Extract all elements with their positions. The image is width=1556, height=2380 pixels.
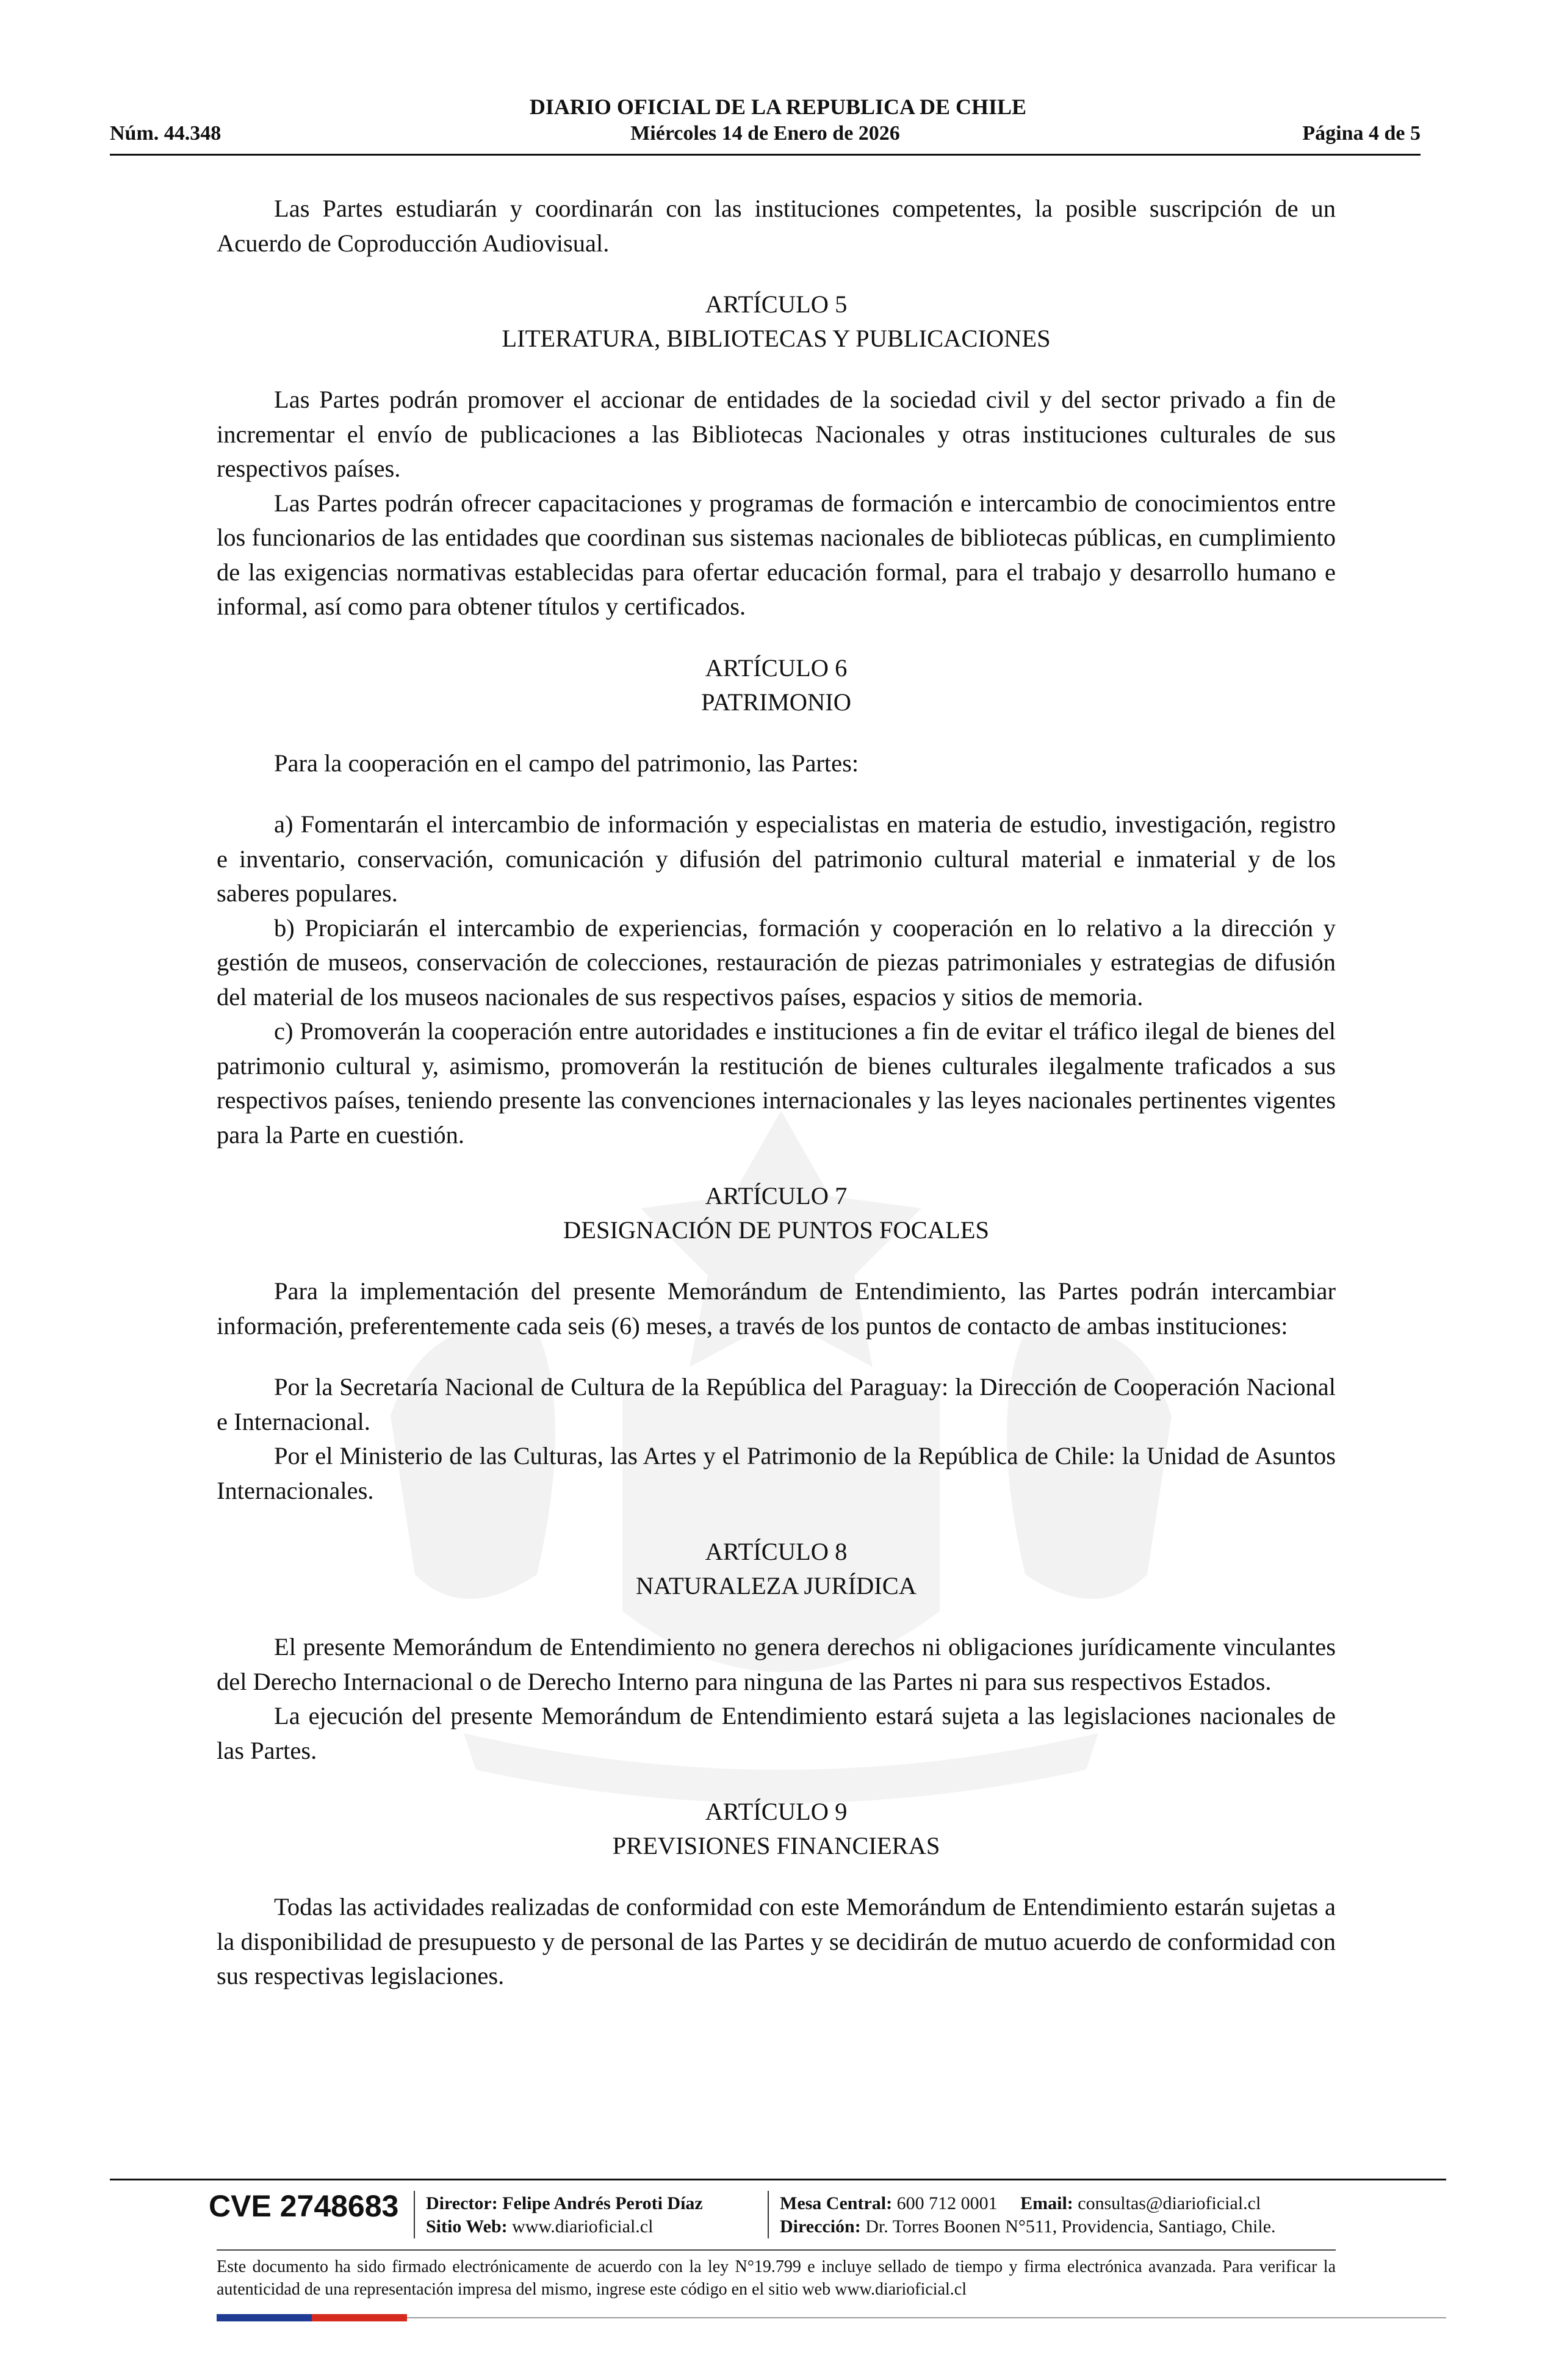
article-9-paragraph-1: Todas las actividades realizadas de conformidad con este Memorándum de Entendimiento estarán sujetas a la disponibilidad de presupuesto y de personal de las Partes y se decidirán de mutuo acuerdo de conformidad con sus respectivas legislaciones. (217, 1893, 1336, 1989)
email-link[interactable]: consultas@diarioficial.cl (1078, 2193, 1261, 2213)
flag-bar-blue (217, 2314, 312, 2321)
page-number: Página 4 de 5 (1302, 122, 1421, 145)
email-label: Email: (1020, 2193, 1073, 2213)
article-8-paragraph-2: La ejecución del presente Memorándum de Entendimiento estará sujeta a las legislaciones nacionales de las Partes. (217, 1702, 1336, 1764)
legal-notice: Este documento ha sido firmado electrónicamente de acuerdo con la ley N°19.799 e incluye sellado de tiempo y firma electrónica avanzada. Para verificar la autenticidad de una representación impresa del mismo, ingrese este código en el sitio web www.diarioficial.cl (217, 2257, 1336, 2299)
director-label: Director: Felipe Andrés Peroti Díaz (426, 2193, 703, 2213)
article-7-title: DESIGNACIÓN DE PUNTOS FOCALES (563, 1216, 989, 1244)
article-7-paragraph-1: Para la implementación del presente Memorándum de Entendimiento, las Partes podrán intercambiar información, preferentemente cada seis (6) meses, a través de los puntos de contacto de ambas instituciones: (217, 1277, 1336, 1340)
intro-paragraph: Las Partes estudiarán y coordinarán con las instituciones competentes, la posible suscripción de un Acuerdo de Coproducción Audiovisual. (217, 195, 1336, 257)
article-5-heading (217, 287, 1336, 356)
address-value: Dr. Torres Boonen N°511, Providencia, Santiago, Chile. (865, 2216, 1276, 2237)
article-7-paragraph-3: Por el Ministerio de las Culturas, las Artes y el Patrimonio de la República de Chile: la Unidad de Asuntos Internacionales. (217, 1442, 1336, 1504)
mesa-label: Mesa Central: (780, 2193, 893, 2213)
mesa-value: 600 712 0001 (896, 2193, 998, 2213)
flag-color-bar (217, 2314, 407, 2321)
footer-separator (414, 2191, 415, 2238)
footer-divider-2 (217, 2249, 1336, 2251)
header-divider (110, 154, 1421, 156)
footer-separator-2 (768, 2191, 769, 2238)
issue-number: Núm. 44.348 (110, 122, 222, 145)
article-7-number: ARTÍCULO 7 (705, 1182, 848, 1210)
article-8-number: ARTÍCULO 8 (705, 1538, 848, 1565)
article-6-number: ARTÍCULO 6 (705, 654, 848, 682)
article-8-paragraph-1: El presente Memorándum de Entendimiento no genera derechos ni obligaciones jurídicamente vinculantes del Derecho Internacional o de Derecho Interno para ninguna de las Partes ni para sus respectivos Estados. (217, 1633, 1336, 1695)
article-9-number: ARTÍCULO 9 (705, 1798, 848, 1825)
article-7-heading (217, 1179, 1336, 1247)
address-label: Dirección: (780, 2216, 861, 2237)
article-6-heading (217, 651, 1336, 719)
newspaper-title: DIARIO OFICIAL DE LA REPUBLICA DE CHILE (529, 95, 1027, 119)
document-body (217, 192, 1336, 1994)
article-6-item-b: b) Propiciarán el intercambio de experiencias, formación y cooperación en lo relativo a la dirección y gestión de museos, conservación de colecciones, restauración de piezas patrimoniales y estrategias de difusión del material de los museos nacionales de sus respectivos países, espacios y sitios de memoria. (217, 914, 1336, 1011)
article-7-paragraph-2: Por la Secretaría Nacional de Cultura de la República del Paraguay: la Dirección de Cooperación Nacional e Internacional. (217, 1373, 1336, 1435)
footer-director-column (426, 2192, 703, 2238)
cve-code: CVE 2748683 (209, 2189, 399, 2223)
flag-bar-red (312, 2314, 407, 2321)
article-9-heading (217, 1795, 1336, 1863)
article-6-item-a: a) Fomentarán el intercambio de información y especialistas en materia de estudio, investigación, registro e inventario, conservación, comunicación y difusión del patrimonio cultural material e inmaterial y de los saberes populares. (217, 810, 1336, 907)
issue-date: Miércoles 14 de Enero de 2026 (630, 122, 900, 145)
footer-divider (110, 2179, 1446, 2180)
article-5-number: ARTÍCULO 5 (705, 290, 848, 318)
article-5-title: LITERATURA, BIBLIOTECAS Y PUBLICACIONES (502, 325, 1051, 352)
article-5-paragraph-2: Las Partes podrán ofrecer capacitaciones y programas de formación e intercambio de conocimientos entre los funcionarios de las entidades que coordinan sus sistemas nacionales de bibliotecas públicas, en cumplimiento de las exigencias normativas establecidas para ofertar educación formal, para el trabajo y desarrollo humano e informal, así como para obtener títulos y certificados. (217, 489, 1336, 620)
site-label: Sitio Web: (426, 2216, 508, 2237)
article-6-item-c: c) Promoverán la cooperación entre autoridades e instituciones a fin de evitar el tráfico ilegal de bienes del patrimonio cultural y, asimismo, promoverán la restitución de bienes culturales ilegalmente traficados a sus respectivos países, teniendo presente las convenciones internacionales y las leyes nacionales pertinentes vigentes para la Parte en cuestión. (217, 1017, 1336, 1149)
footer-contact-column (780, 2192, 1276, 2238)
article-6-intro: Para la cooperación en el campo del patrimonio, las Partes: (274, 749, 859, 777)
article-6-title: PATRIMONIO (701, 688, 852, 716)
article-5-paragraph-1: Las Partes podrán promover el accionar de entidades de la sociedad civil y del sector privado a fin de incrementar el envío de publicaciones a las Bibliotecas Nacionales y otras instituciones culturales de sus respectivos países. (217, 386, 1336, 482)
footer-bottom-rule (407, 2317, 1446, 2318)
header-row (110, 122, 1421, 149)
article-9-title: PREVISIONES FINANCIERAS (612, 1832, 940, 1859)
site-link[interactable]: www.diarioficial.cl (512, 2216, 654, 2237)
article-8-heading (217, 1535, 1336, 1603)
article-8-title: NATURALEZA JURÍDICA (635, 1572, 917, 1599)
